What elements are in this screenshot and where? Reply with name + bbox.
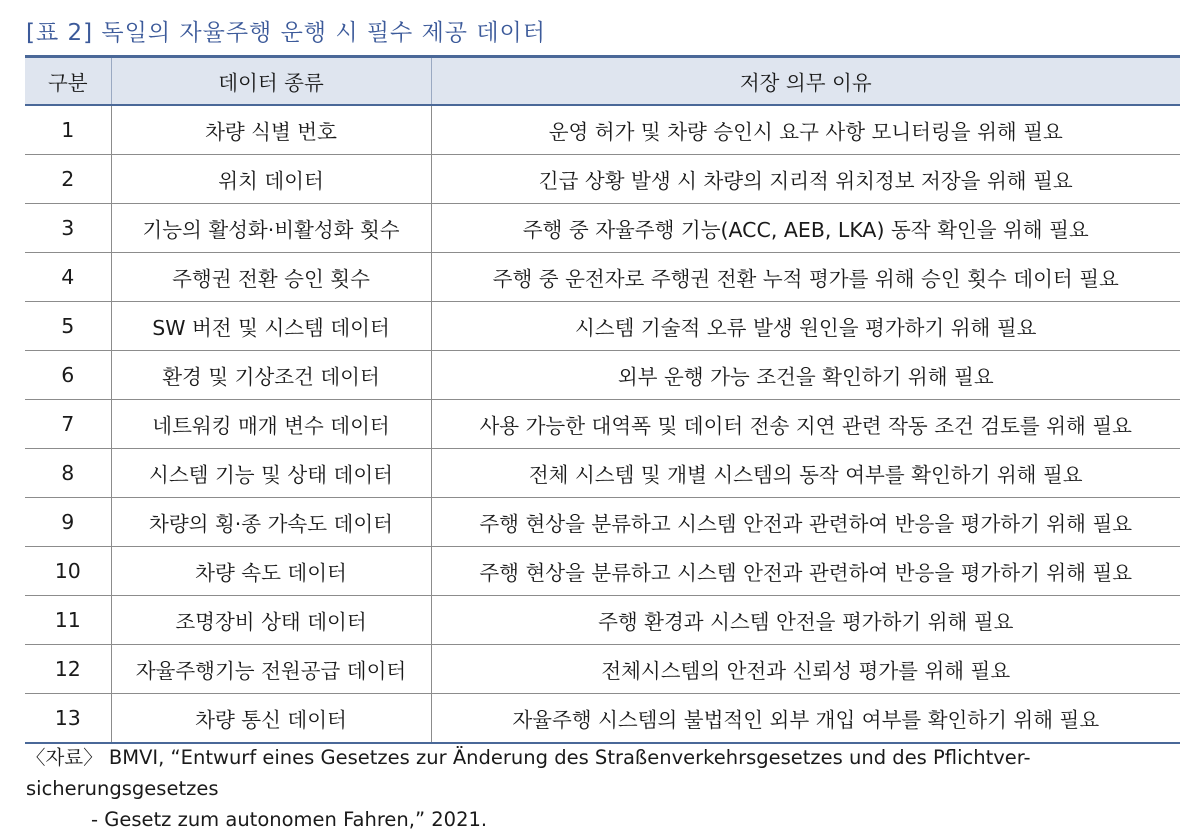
reason-cell: 주행 환경과 시스템 안전을 평가하기 위해 필요 bbox=[431, 596, 1180, 645]
reason-cell: 운영 허가 및 차량 승인시 요구 사항 모니터링을 위해 필요 bbox=[431, 105, 1180, 155]
row-number-cell: 5 bbox=[25, 302, 111, 351]
row-number-cell: 10 bbox=[25, 547, 111, 596]
table-row bbox=[25, 645, 1180, 694]
row-number-cell: 2 bbox=[25, 155, 111, 204]
row-number-cell: 8 bbox=[25, 449, 111, 498]
source-note bbox=[26, 742, 1186, 835]
header-data-type: 데이터 종류 bbox=[111, 57, 431, 106]
data-type-cell: 차량의 횡·종 가속도 데이터 bbox=[111, 498, 431, 547]
data-type-cell: 네트워킹 매개 변수 데이터 bbox=[111, 400, 431, 449]
data-table bbox=[25, 55, 1180, 744]
table-row bbox=[25, 449, 1180, 498]
table-row bbox=[25, 351, 1180, 400]
data-type-cell: 환경 및 기상조건 데이터 bbox=[111, 351, 431, 400]
data-type-cell: 주행권 전환 승인 횟수 bbox=[111, 253, 431, 302]
data-type-cell: SW 버전 및 시스템 데이터 bbox=[111, 302, 431, 351]
data-type-cell: 시스템 기능 및 상태 데이터 bbox=[111, 449, 431, 498]
data-type-cell: 기능의 활성화·비활성화 횟수 bbox=[111, 204, 431, 253]
reason-cell: 사용 가능한 대역폭 및 데이터 전송 지연 관련 작동 조건 검토를 위해 필요 bbox=[431, 400, 1180, 449]
table-row bbox=[25, 253, 1180, 302]
reason-cell: 주행 현상을 분류하고 시스템 안전과 관련하여 반응을 평가하기 위해 필요 bbox=[431, 547, 1180, 596]
table-row bbox=[25, 400, 1180, 449]
table-header-row bbox=[25, 57, 1180, 106]
data-type-cell: 차량 통신 데이터 bbox=[111, 694, 431, 744]
reason-cell: 자율주행 시스템의 불법적인 외부 개입 여부를 확인하기 위해 필요 bbox=[431, 694, 1180, 744]
header-no: 구분 bbox=[25, 57, 111, 106]
row-number-cell: 6 bbox=[25, 351, 111, 400]
reason-cell: 전체시스템의 안전과 신뢰성 평가를 위해 필요 bbox=[431, 645, 1180, 694]
row-number-cell: 12 bbox=[25, 645, 111, 694]
row-number-cell: 7 bbox=[25, 400, 111, 449]
table-row bbox=[25, 105, 1180, 155]
source-line-1: 〈자료〉 BMVI, “Entwurf eines Gesetzes zur Änderung des Straßenverkehrsgesetzes und des Pflichtver-sicherungsgesetzes bbox=[26, 746, 1031, 800]
reason-cell: 긴급 상황 발생 시 차량의 지리적 위치정보 저장을 위해 필요 bbox=[431, 155, 1180, 204]
reason-cell: 전체 시스템 및 개별 시스템의 동작 여부를 확인하기 위해 필요 bbox=[431, 449, 1180, 498]
row-number-cell: 4 bbox=[25, 253, 111, 302]
table-row bbox=[25, 596, 1180, 645]
row-number-cell: 13 bbox=[25, 694, 111, 744]
data-type-cell: 위치 데이터 bbox=[111, 155, 431, 204]
row-number-cell: 9 bbox=[25, 498, 111, 547]
reason-cell: 주행 중 운전자로 주행권 전환 누적 평가를 위해 승인 횟수 데이터 필요 bbox=[431, 253, 1180, 302]
row-number-cell: 11 bbox=[25, 596, 111, 645]
table-row bbox=[25, 204, 1180, 253]
row-number-cell: 3 bbox=[25, 204, 111, 253]
reason-cell: 주행 현상을 분류하고 시스템 안전과 관련하여 반응을 평가하기 위해 필요 bbox=[431, 498, 1180, 547]
reason-cell: 시스템 기술적 오류 발생 원인을 평가하기 위해 필요 bbox=[431, 302, 1180, 351]
table-caption: [표 2] 독일의 자율주행 운행 시 필수 제공 데이터 bbox=[26, 20, 546, 46]
table-row bbox=[25, 302, 1180, 351]
table-row bbox=[25, 498, 1180, 547]
data-type-cell: 차량 속도 데이터 bbox=[111, 547, 431, 596]
reason-cell: 주행 중 자율주행 기능(ACC, AEB, LKA) 동작 확인을 위해 필요 bbox=[431, 204, 1180, 253]
reason-cell: 외부 운행 가능 조건을 확인하기 위해 필요 bbox=[431, 351, 1180, 400]
source-line-2: - Gesetz zum autonomen Fahren,” 2021. bbox=[91, 808, 488, 831]
table-row bbox=[25, 155, 1180, 204]
data-type-cell: 차량 식별 번호 bbox=[111, 105, 431, 155]
table-row bbox=[25, 547, 1180, 596]
header-reason: 저장 의무 이유 bbox=[431, 57, 1180, 106]
table-row bbox=[25, 694, 1180, 744]
data-type-cell: 조명장비 상태 데이터 bbox=[111, 596, 431, 645]
data-type-cell: 자율주행기능 전원공급 데이터 bbox=[111, 645, 431, 694]
row-number-cell: 1 bbox=[25, 105, 111, 155]
